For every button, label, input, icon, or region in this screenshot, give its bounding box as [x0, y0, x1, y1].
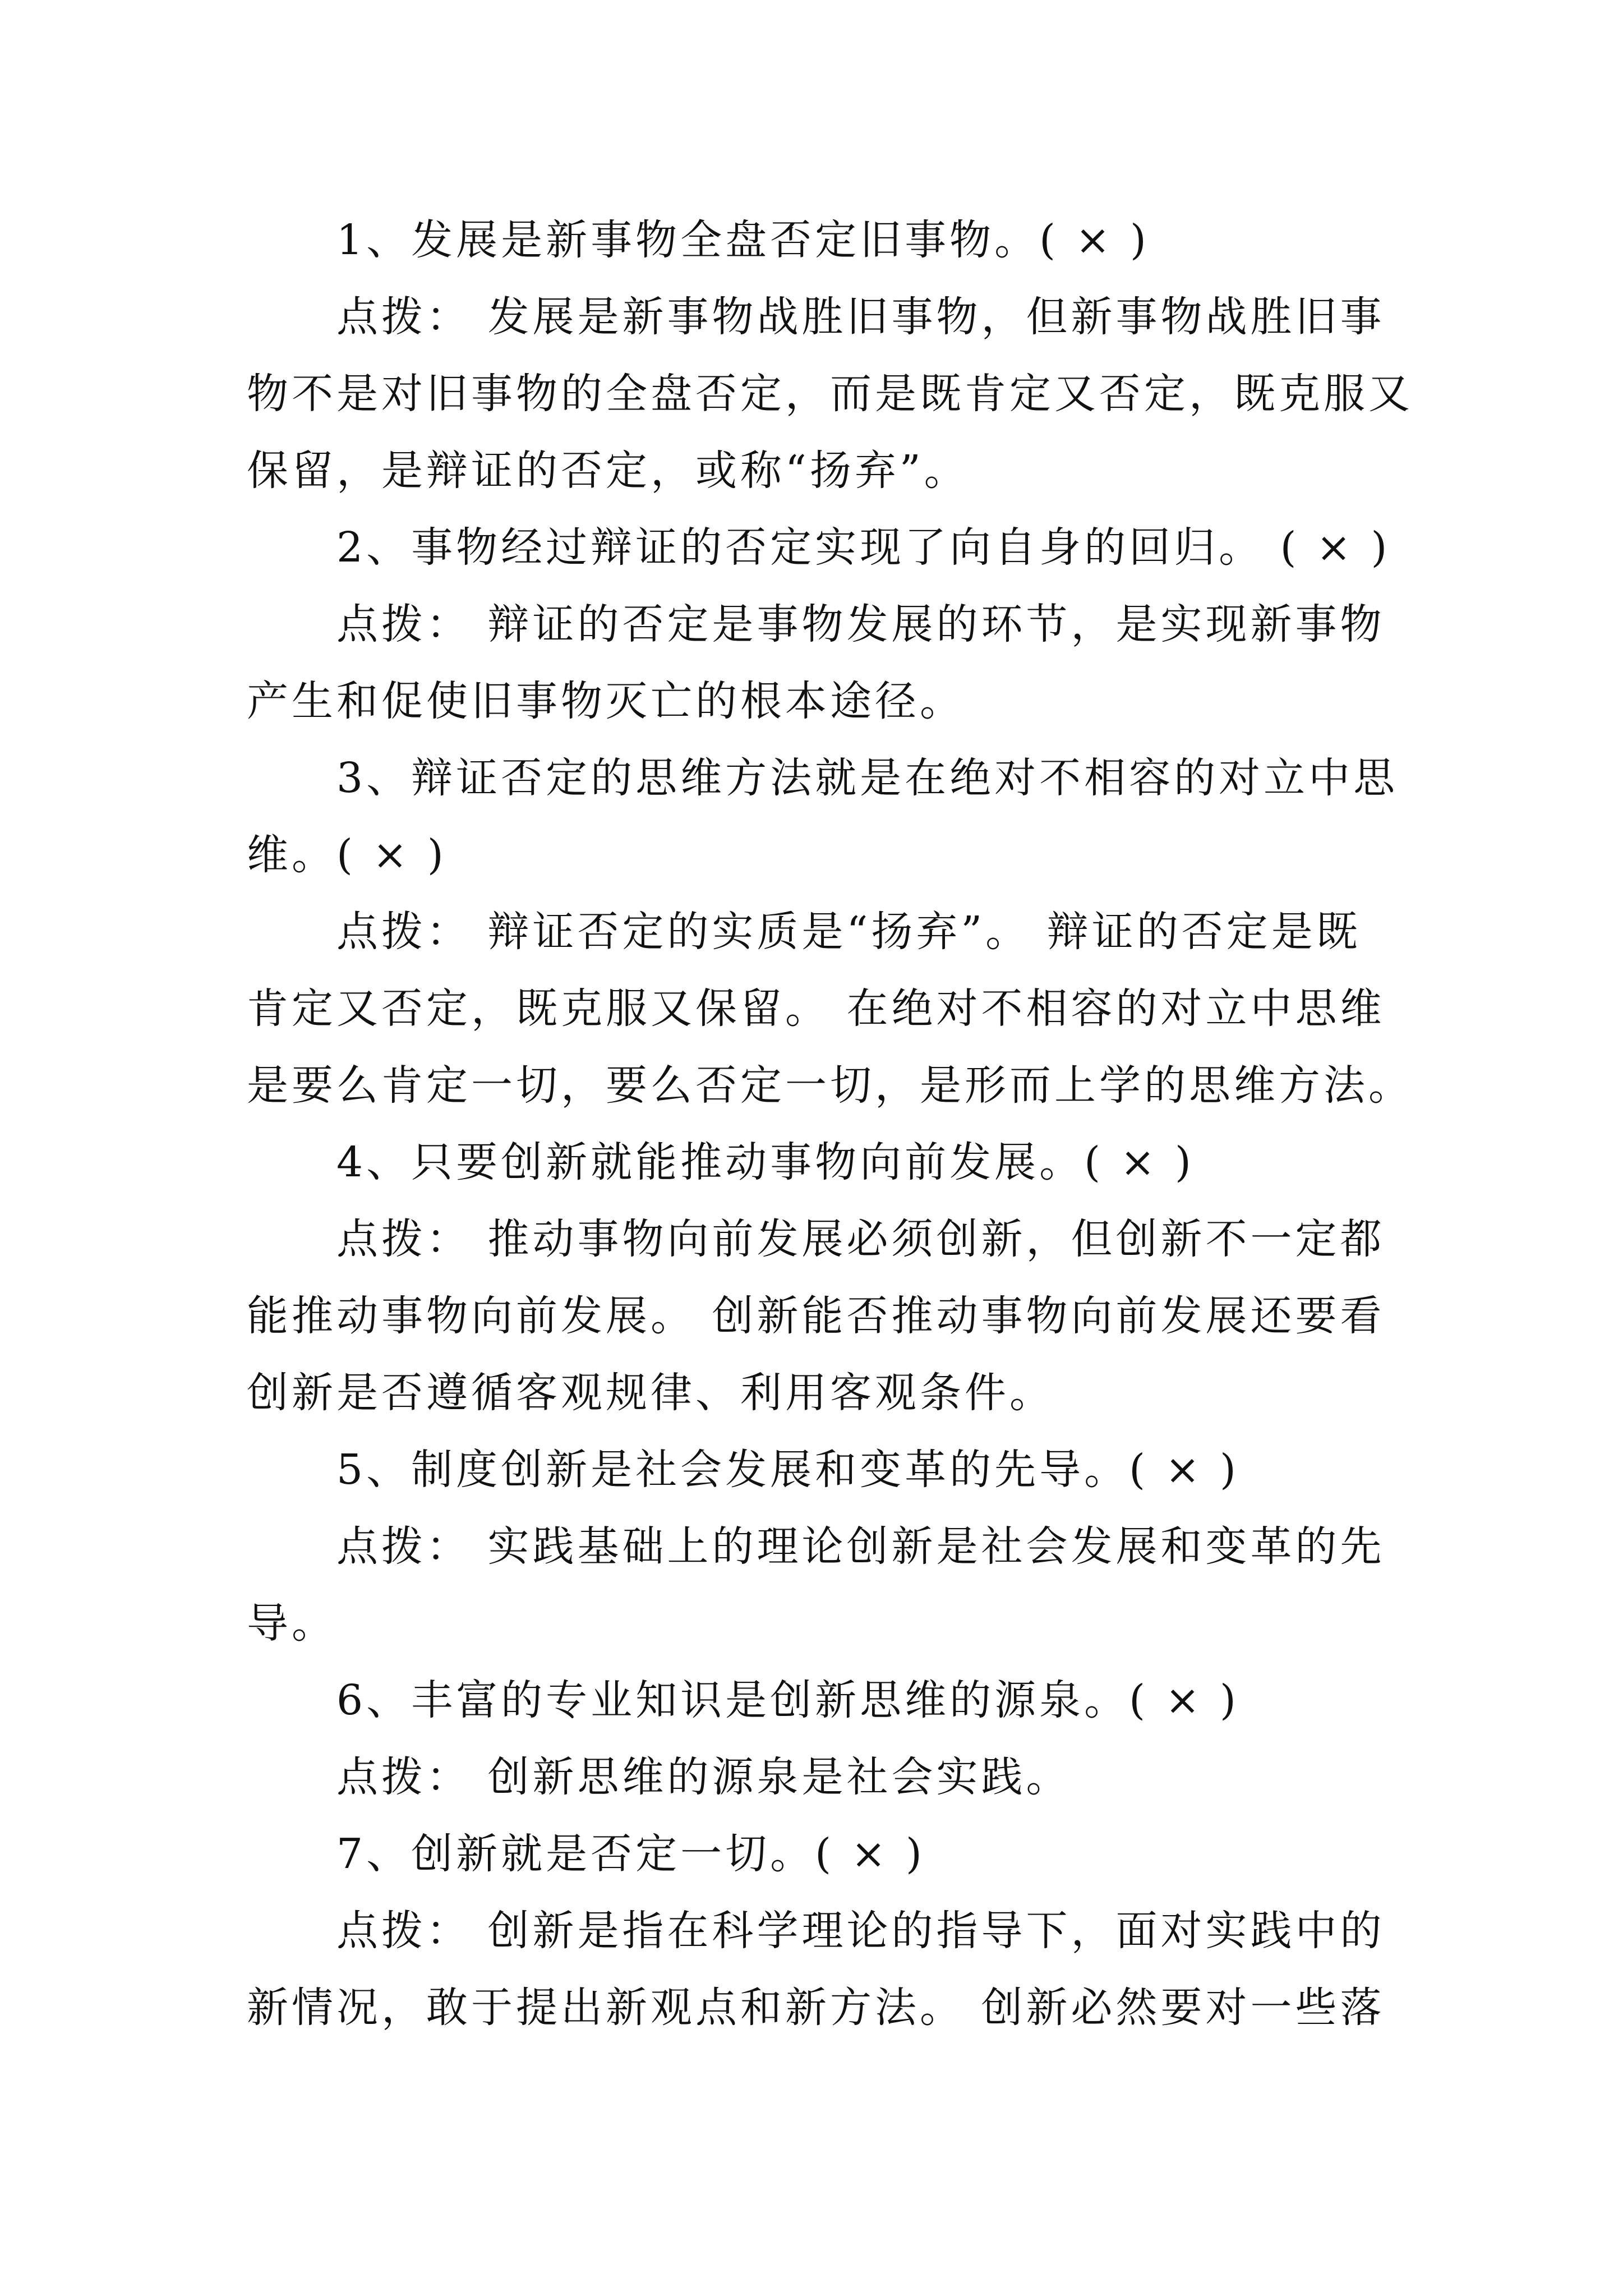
question-1: 1、发展是新事物全盘否定旧事物。( × )	[336, 216, 1150, 264]
question-5: 5、制度创新是社会发展和变革的先导。( × )	[336, 1446, 1239, 1494]
question-3-line-2: 维。( × )	[247, 831, 447, 879]
question-4: 4、只要创新就能推动事物向前发展。( × )	[336, 1138, 1195, 1186]
hint-2-line-1: 点拨： 辩证的否定是事物发展的环节，是实现新事物	[336, 600, 1385, 648]
hint-4-line-2: 能推动事物向前发展。 创新能否推动事物向前发展还要看	[247, 1292, 1385, 1340]
hint-7-line-1: 点拨： 创新是指在科学理论的指导下，面对实践中的	[336, 1907, 1385, 1955]
hint-5-line-2: 导。	[247, 1599, 336, 1648]
hint-1-line-2: 物不是对旧事物的全盘否定，而是既肯定又否定，既克服又	[247, 370, 1413, 418]
hint-3-line-1: 点拨： 辩证否定的实质是“扬弃”。 辩证的否定是既	[336, 908, 1361, 956]
hint-2-line-2: 产生和促使旧事物灭亡的根本途径。	[247, 677, 965, 725]
hint-1-line-1: 点拨： 发展是新事物战胜旧事物，但新事物战胜旧事	[336, 293, 1385, 341]
question-2: 2、事物经过辩证的否定实现了向自身的回归。 ( × )	[336, 523, 1391, 572]
question-6: 6、丰富的专业知识是创新思维的源泉。( × )	[336, 1676, 1239, 1724]
hint-3-line-3: 是要么肯定一切，要么否定一切，是形而上学的思维方法。	[247, 1061, 1413, 1110]
question-3-line-1: 3、辩证否定的思维方法就是在绝对不相容的对立中思	[336, 754, 1399, 802]
hint-4-line-1: 点拨： 推动事物向前发展必须创新，但创新不一定都	[336, 1215, 1385, 1263]
hint-5-line-1: 点拨： 实践基础上的理论创新是社会发展和变革的先	[336, 1522, 1385, 1571]
hint-4-line-3: 创新是否遵循客观规律、利用客观条件。	[247, 1369, 1054, 1417]
hint-6: 点拨： 创新思维的源泉是社会实践。	[336, 1753, 1071, 1801]
hint-7-line-2: 新情况，敢于提出新观点和新方法。 创新必然要对一些落	[247, 1984, 1385, 2032]
hint-3-line-2: 肯定又否定，既克服又保留。 在绝对不相容的对立中思维	[247, 984, 1385, 1033]
question-7: 7、创新就是否定一切。( × )	[336, 1830, 925, 1878]
hint-1-line-3: 保留，是辩证的否定，或称“扬弃”。	[247, 447, 969, 495]
